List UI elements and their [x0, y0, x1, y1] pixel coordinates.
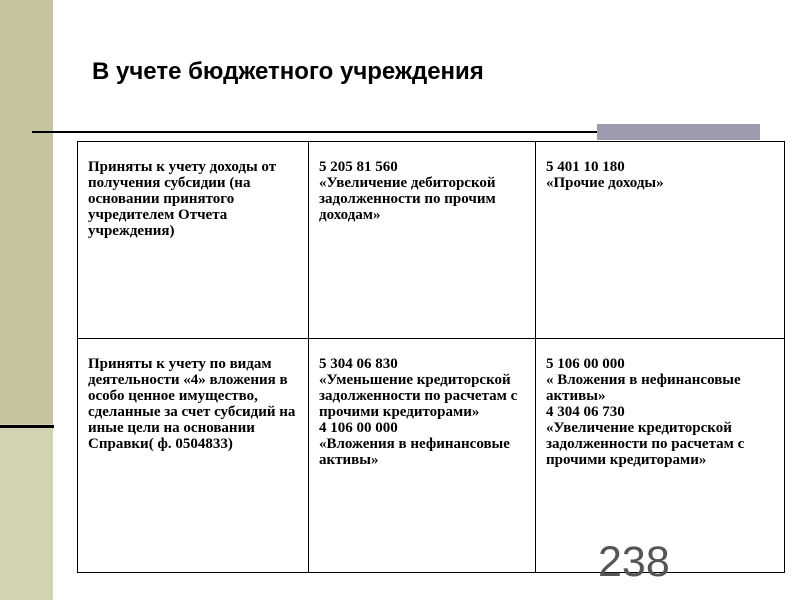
- account-name: «Вложения в нефинансовые активы»: [319, 436, 510, 468]
- account-code: 4 106 00 000: [319, 420, 398, 436]
- accent-block: [597, 124, 760, 140]
- accounting-table: [77, 141, 785, 573]
- table-cell-debit: [309, 339, 536, 573]
- slide-title: В учете бюджетного учреждения: [92, 58, 484, 85]
- account-name: «Увеличение дебиторской задолженности по прочим доходам»: [319, 175, 496, 223]
- operation-text: Приняты к учету доходы от получения субсидии (на основании принятого учредителем Отчета учреждения): [88, 159, 277, 239]
- table-cell-operation: [78, 142, 309, 339]
- account-name: «Увеличение кредиторской задолженности по расчетам с прочими кредиторами»: [546, 420, 745, 468]
- operation-text: Приняты к учету по видам деятельности «4» вложения в особо ценное имущество, сделанные за счет субсидий на иные цели на основании Справки( ф. 0504833): [88, 356, 296, 452]
- account-name: «Прочие доходы»: [546, 175, 664, 191]
- table-cell-debit: [309, 142, 536, 339]
- account-code: 5 205 81 560: [319, 159, 398, 175]
- table-row: [78, 142, 785, 339]
- left-divider: [0, 425, 54, 428]
- account-name: «Уменьшение кредиторской задолженности по расчетам с прочими кредиторами»: [319, 372, 518, 420]
- account-code: 5 304 06 830: [319, 356, 398, 372]
- account-code: 4 304 06 730: [546, 404, 625, 420]
- account-code: 5 106 00 000: [546, 356, 625, 372]
- account-name: « Вложения в нефинансовые активы»: [546, 372, 741, 404]
- table-cell-credit: [536, 142, 785, 339]
- table-cell-operation: [78, 339, 309, 573]
- table-row: [78, 339, 785, 573]
- account-code: 5 401 10 180: [546, 159, 625, 175]
- page-number: 238: [598, 538, 670, 586]
- left-decorative-bar-lower: [0, 424, 53, 600]
